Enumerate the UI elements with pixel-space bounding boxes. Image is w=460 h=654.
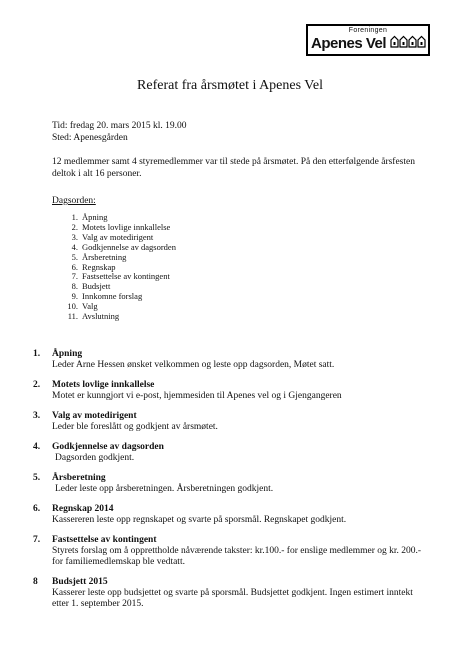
minutes-item-number: 8 xyxy=(33,577,38,587)
minutes-item-text: Dagsorden godkjent. xyxy=(55,453,135,463)
logo-subtitle: Foreningen xyxy=(348,27,388,34)
agenda-item: 11. Avslutning xyxy=(67,311,120,322)
agenda-item: 2. Motets lovlige innkallelse xyxy=(71,221,171,232)
agenda-item: 7. Fastsettelse av kontingent xyxy=(71,271,170,282)
minutes-item-number: 6. xyxy=(33,504,41,514)
agenda-item: 1. Åpning xyxy=(71,212,108,222)
minutes-item xyxy=(33,504,428,526)
minutes-item-heading: Valg av motedirigent xyxy=(52,411,137,421)
minutes-item-text: Kasserer leste opp budsjettet og svarte på sporsmål. Budsjettet godkjent. Ingen estimert inntekt etter 1. september 2015. xyxy=(52,588,413,609)
minutes-item-heading: Godkjennelse av dagsorden xyxy=(52,442,164,452)
minutes-item-number: 3. xyxy=(33,411,41,421)
minutes-item-text: Motet er kunngjort vi e-post, hjemmesiden til Apenes vel og i Gjengangeren xyxy=(52,391,342,401)
minutes-item-text: Kassereren leste opp regnskapet og svarte på sporsmål. Regnskapet godkjent. xyxy=(52,515,347,525)
logo xyxy=(306,24,430,56)
agenda-list xyxy=(52,213,176,322)
minutes-item xyxy=(33,349,428,371)
agenda-item: 6. Regnskap xyxy=(71,261,116,272)
minutes-item-number: 5. xyxy=(33,473,41,483)
minutes-item xyxy=(33,473,428,495)
minutes-item-text: Leder leste opp årsberetningen. Årsberetningen godkjent. xyxy=(55,484,274,494)
agenda-item: 4. Godkjennelse av dagsorden xyxy=(71,241,176,252)
meeting-time: Tid: fredag 20. mars 2015 kl. 19.00 xyxy=(52,121,187,131)
minutes-item-heading: Budsjett 2015 xyxy=(52,577,108,587)
minutes-item xyxy=(33,411,428,433)
document-title: Referat fra årsmøtet i Apenes Vel xyxy=(137,78,323,93)
agenda-item: 9. Innkomne forslag xyxy=(71,291,143,302)
minutes-item xyxy=(33,535,428,568)
minutes-item-heading: Regnskap 2014 xyxy=(52,504,114,514)
meeting-place: Sted: Apenesgården xyxy=(52,133,128,143)
minutes-item-text: Styrets forslag om å opprettholde nåværende takster: kr.100.- for enslige medlemmer og kr. 200.- for familiemedlemskap ble vedtatt. xyxy=(52,546,422,567)
minutes-item-number: 2. xyxy=(33,380,41,390)
houses-icon xyxy=(390,35,426,48)
minutes-item-heading: Årsberetning xyxy=(52,473,106,483)
minutes-item-heading: Åpning xyxy=(52,349,83,359)
minutes-item-heading: Motets lovlige innkallelse xyxy=(52,380,155,390)
minutes-item-number: 1. xyxy=(33,349,41,359)
minutes-item-text: Leder ble foreslått og godkjent av årsmøtet. xyxy=(52,422,218,432)
minutes-item-text: Leder Arne Hessen ønsket velkommen og leste opp dagsorden, Møtet satt. xyxy=(52,360,335,370)
minutes-list xyxy=(33,349,428,619)
agenda-heading: Dagsorden: xyxy=(52,196,96,206)
meeting-meta xyxy=(52,120,187,144)
minutes-item xyxy=(33,380,428,402)
minutes-item-heading: Fastsettelse av kontingent xyxy=(52,535,157,545)
minutes-item xyxy=(33,442,428,464)
minutes-item-number: 7. xyxy=(33,535,41,545)
agenda-item: 5. Årsberetning xyxy=(71,251,127,262)
minutes-item xyxy=(33,577,428,610)
agenda-item: 3. Valg av motedirigent xyxy=(71,231,154,242)
intro-paragraph: 12 medlemmer samt 4 styremedlemmer var til stede på årsmøtet. På den etterfølgende årsfesten deltok i alt 16 personer. xyxy=(52,157,415,179)
agenda-item: 10. Valg xyxy=(67,301,98,312)
minutes-item-number: 4. xyxy=(33,442,41,452)
logo-title: Apenes Vel xyxy=(311,35,387,52)
agenda-item: 8. Budsjett xyxy=(71,281,111,292)
